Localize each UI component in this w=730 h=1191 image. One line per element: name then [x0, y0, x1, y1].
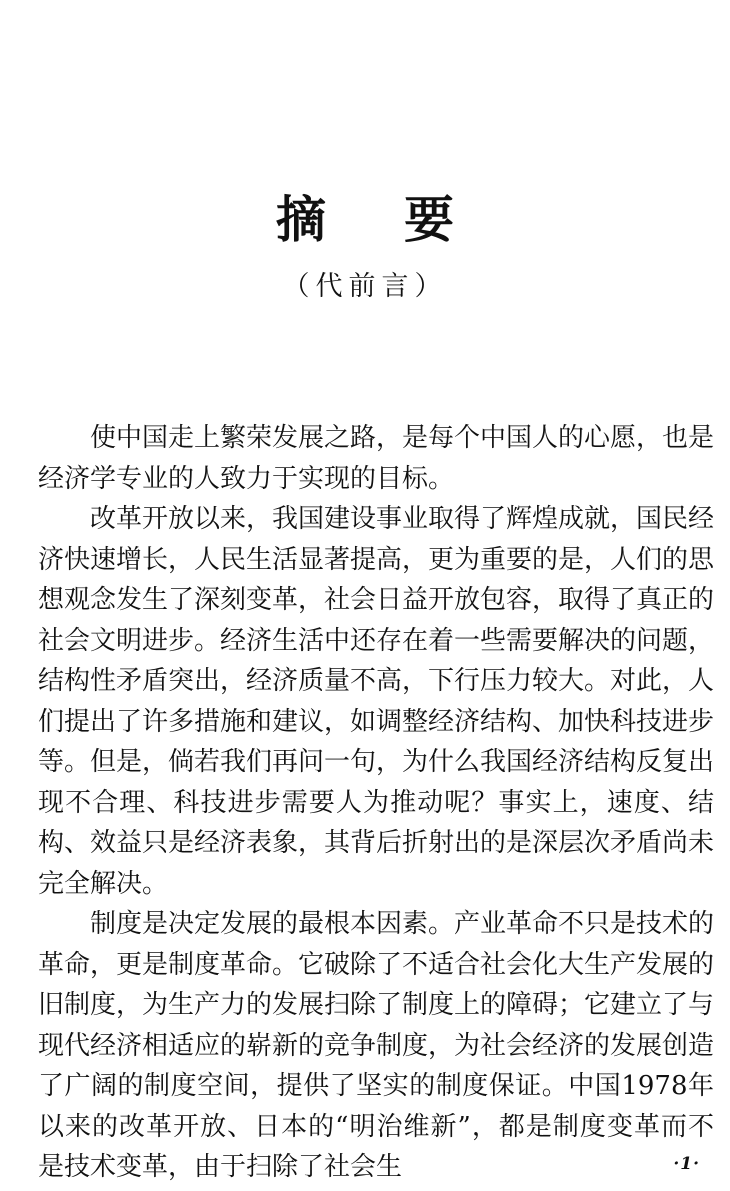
page-number: ·1·: [673, 1154, 700, 1174]
title-block: [0, 190, 730, 304]
body-text: [38, 418, 714, 1188]
page-title: 摘要: [276, 190, 532, 249]
paragraph-3: 制度是决定发展的最根本因素。产业革命不只是技术的革命，更是制度革命。它破除了不适合社会化大生产发展的旧制度，为生产力的发展扫除了制度上的障碍；它建立了与现代经济相适应的崭新的竞争制度，为社会经济的发展创造了广阔的制度空间，提供了坚实的制度保证。中国1978年以来的改革开放、日本的“明治维新”，都是制度变革而不是技术变革，由于扫除了社会生: [38, 909, 715, 1182]
page-subtitle: （代前言）: [282, 271, 448, 302]
paragraph-1: 使中国走上繁荣发展之路，是每个中国人的心愿，也是经济学专业的人致力于实现的目标。: [38, 423, 715, 494]
paragraph-2: 改革开放以来，我国建设事业取得了辉煌成就，国民经济快速增长，人民生活显著提高，更为重要的是，人们的思想观念发生了深刻变革，社会日益开放包容，取得了真正的社会文明进步。经济生活中还存在着一些需要解决的问题，结构性矛盾突出，经济质量不高，下行压力较大。对此，人们提出了许多措施和建议，如调整经济结构、加快科技进步等。但是，倘若我们再问一句，为什么我国经济结构反复出现不合理、科技进步需要人为推动呢？事实上，速度、结构、效益只是经济表象，其背后折射出的是深层次矛盾尚未完全解决。: [38, 504, 715, 899]
